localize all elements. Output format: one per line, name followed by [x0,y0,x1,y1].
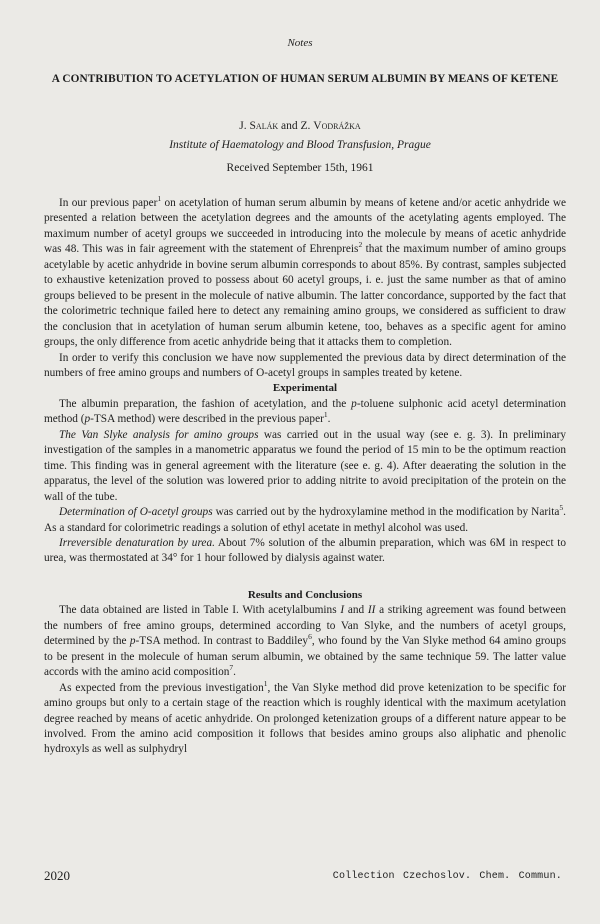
text-run: . As a standard for colorimetric readings a solution of ethyl acetate in methyl alcohol was used. [44,506,566,534]
text-run: . [233,666,236,679]
reference-mark: 1 [323,410,328,420]
paragraph-lead: Determination of O-acetyl groups [59,506,213,519]
results-paragraph-1 [44,603,566,680]
running-head: Notes [287,37,313,49]
text-run: on acetylation of human serum albumin by means of ketene and/or acetic anhydride we presented a relation between the acetylation degrees and the amounts of the acetylating agents employed. The maximum number of acetyl groups we succeeded in introducing into the molecule by means of acetic anhydride was 48. This was in fair agreement with the statement of Ehrenpreis [44,197,567,256]
experimental-paragraph-1 [44,397,566,428]
authors-connector: and [278,120,301,132]
intro-paragraph-2: In order to verify this conclusion we have now supplemented the previous data by direct determination of the numbers of free amino groups and numbers of O-acetyl groups in samples treated by ketene. [44,351,566,379]
text-run: -TSA method. In contrast to Baddiley [135,635,309,648]
reference-mark: 1 [263,678,268,688]
text-run: In our previous paper [59,197,158,209]
text-run: About 7% solution of the albumin preparation, which was 6M in respect to urea, was thermostated at 34° for 1 hour followed by dialysis against water. [44,536,566,565]
text-run: and [344,604,368,617]
text-run: The data obtained are listed in Table I. With acetylalbumins [59,604,341,617]
author-2-initial: Z. [300,120,314,132]
reference-mark: 6 [308,632,312,642]
text-run: that the maximum number of amino groups acetylable by acetic anhydride in bovine serum albumin corresponds to about 85%. By contrast, samples subjected to exhaustive ketenization proved to possess about 60 acetyl groups, i. e. just the same number as that of amino groups believed to be present in the molecule of native albumin. The latter concordance, supported by the fact that the colorimetric technique failed here to detect any remaining amino groups, we considered as sufficient to draw the conclusion that in acetylation of human serum albumin ketene, too, behaves as a specific agent for amino groups, the only difference from acetic anhydride being that it attacks them to completion. [44,243,566,349]
affiliation: Institute of Haematology and Blood Transfusion, Prague [169,139,431,151]
text-run: was carried out by the hydroxylamine method in the modification by Narita [212,506,560,519]
paper-title: A CONTRIBUTION TO ACETYLATION OF HUMAN SERUM ALBUMIN BY MEANS OF KETENE [51,73,559,85]
intro-paragraph-1 [44,196,566,351]
italic-run: II [367,604,376,617]
authors-line [0,120,600,132]
text-run: . [327,413,331,426]
experimental-paragraph-2 [44,428,566,505]
text-run: The albumin preparation, the fashion of acetylation, and the [59,397,352,410]
author-1-initial: J. [239,120,250,132]
text-run: a striking agreement was found between the numbers of free amino groups, determined according to Van Slyke, and the numbers of acetyl groups, determined by the [44,604,566,648]
journal-name: Collection Czechoslov. Chem. Commun. [332,871,562,882]
experimental-paragraph-3 [44,505,566,536]
reference-mark: 7 [229,663,234,673]
results-paragraph-2 [44,678,566,758]
italic-run: I [340,604,345,617]
text-run: -toluene sulphonic acid acetyl determination method ( [44,397,567,426]
paragraph-lead: Irreversible denaturation by urea. [59,536,215,549]
text-run: -TSA method) were described in the previous paper [90,413,324,426]
text-run: , who found by the Van Slyke method 64 amino groups to be present in the molecule of human serum albumin, we obtained by the same technique 59. The latter value accords with the amino acid composition [44,635,566,679]
italic-run: p [129,635,136,648]
paragraph-lead: The Van Slyke analysis for amino groups [59,428,259,441]
italic-run: p [351,397,357,410]
experimental-paragraph-4 [44,536,566,567]
author-1-surname: Salák [249,120,279,132]
text-run: was carried out in the usual way (see e. g. 3). In preliminary investigation of the samples in a manometric apparatus we found the period of 15 min to be the optimum reaction time. This finding was in general agreement with the literature (see e. g. 4). After deaerating the solution in the apparatus, the level of the solution was lowered prior to adding nitrite to avoid precipitation of the protein on the wall of the tube. [44,428,566,503]
section-heading-experimental: Experimental [272,382,338,395]
author-2-surname: Vodrážka [313,120,361,132]
section-heading-results: Results and Conclusions [247,588,363,601]
reference-mark: 1 [157,194,162,204]
received-date: Received September 15th, 1961 [226,162,374,174]
reference-mark: 2 [358,240,363,250]
page-number: 2020 [44,868,70,883]
italic-run: p [84,413,91,426]
text-run: , the Van Slyke method did prove ketenization to be specific for amino groups but only to a certain stage of the reaction which is roughly identical with the maximum acetylation degree reached by means of acetic anhydride. On prolonged ketenization groups of a different nature appear to be involved. From the amino acid composition it follows that besides amino groups also aliphatic and phenolic hydroxyls as well as sulphydryl [44,681,566,756]
text-run: As expected from the previous investigation [59,681,264,694]
article-body [44,196,566,758]
reference-mark: 5 [559,503,564,513]
